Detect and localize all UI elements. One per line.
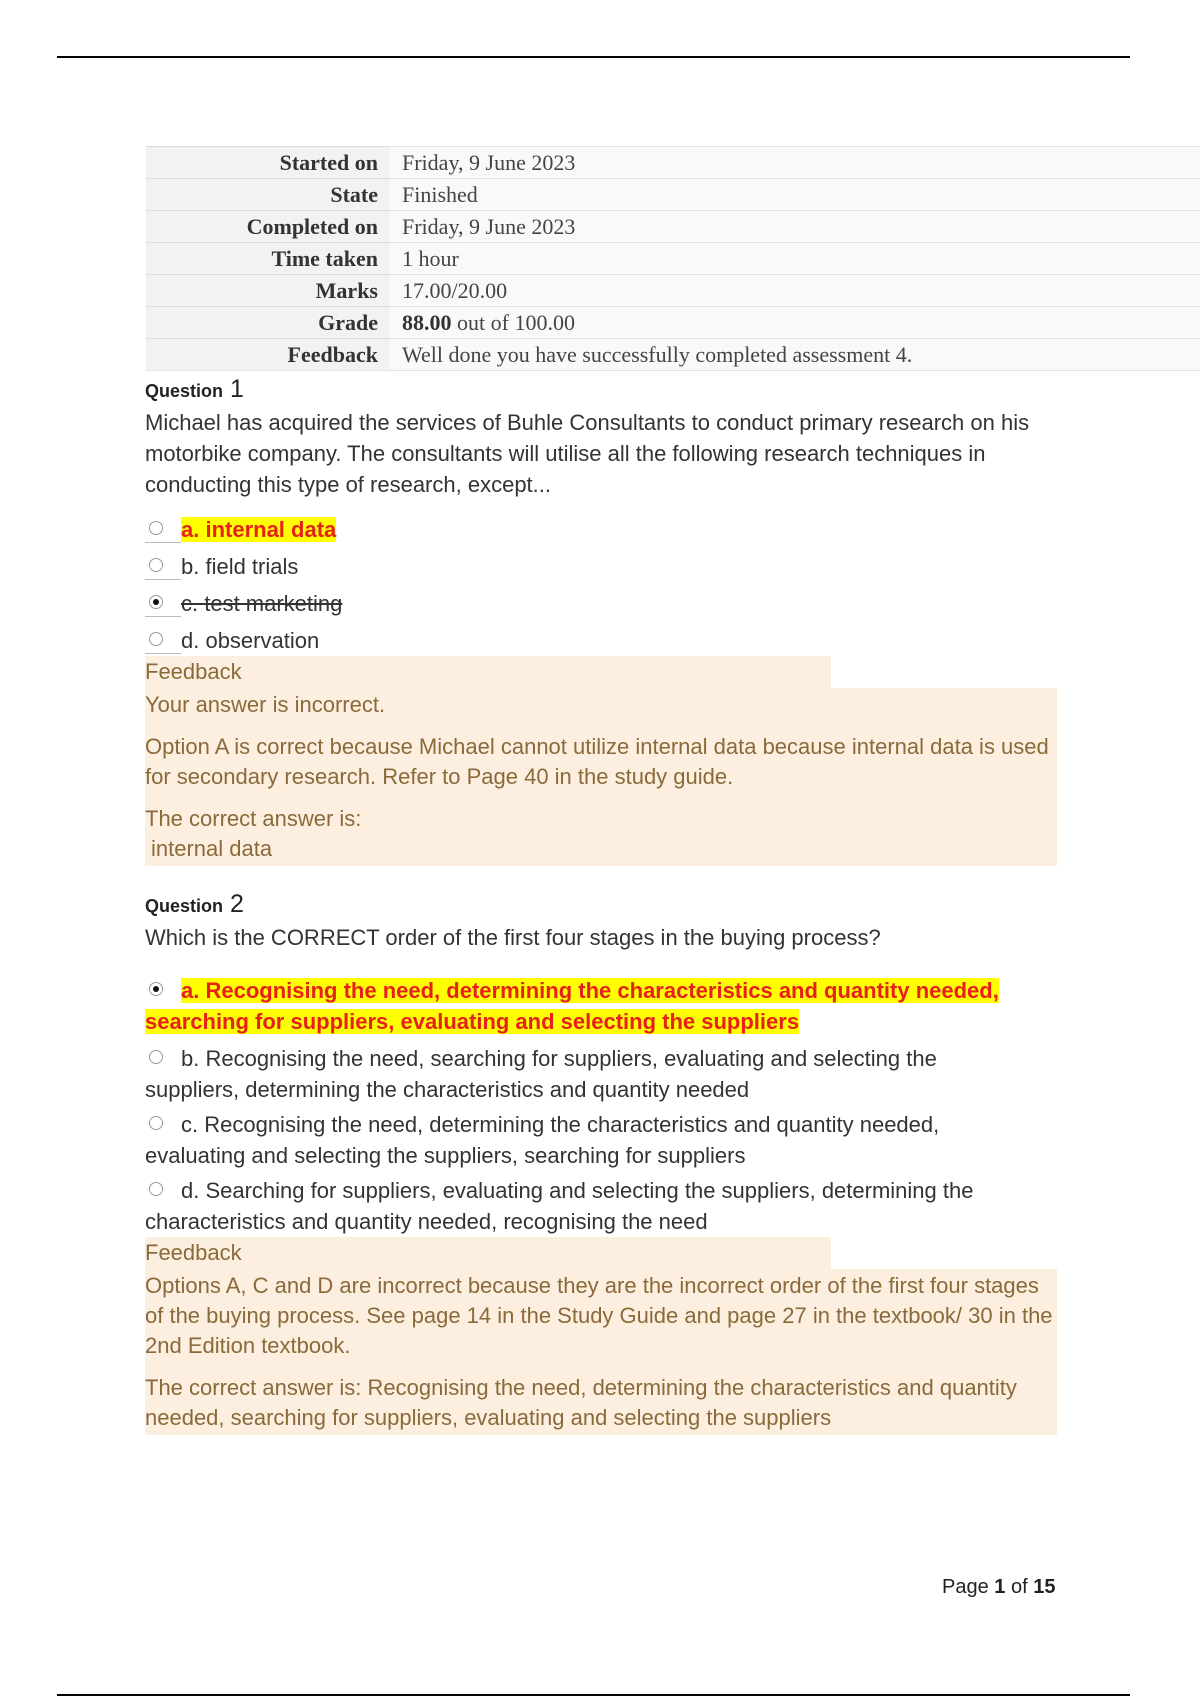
question-label: Question — [145, 896, 224, 916]
option-label: c. Recognising the need, determining the characteristics and quantity needed, evaluating and selecting the suppliers, searching for suppliers — [145, 1112, 940, 1168]
answer-option-c[interactable] — [145, 1109, 1025, 1171]
option-underline — [145, 616, 181, 617]
bottom-rule — [57, 1694, 1130, 1696]
answer-option-c[interactable] — [145, 588, 1065, 619]
question-1 — [145, 376, 1065, 866]
radio-button[interactable] — [149, 558, 163, 572]
feedback-correct-answer: The correct answer is: Recognising the need, determining the characteristics and quantity needed, searching for suppliers, evaluating and selecting the suppliers — [145, 1375, 1017, 1430]
summary-row-started — [146, 147, 1200, 179]
summary-label: Started on — [146, 147, 390, 179]
answer-option-d[interactable] — [145, 1175, 1035, 1237]
summary-label: Time taken — [146, 243, 390, 275]
of-word: of — [1010, 1576, 1028, 1598]
radio-button-selected[interactable] — [149, 595, 163, 609]
feedback-title: Feedback — [145, 656, 831, 688]
radio-button[interactable] — [149, 1116, 163, 1130]
page-current: 1 — [994, 1576, 1006, 1598]
grade-score: 88.00 — [402, 309, 452, 335]
page-word: Page — [942, 1576, 989, 1598]
question-text: Michael has acquired the services of Buhle Consultants to conduct primary research on his motorbike company. The consultants will utilise all the following research techniques in conducting this type of research, except... — [145, 410, 1030, 497]
option-label: d. observation — [181, 628, 320, 653]
question-number: 2 — [230, 890, 244, 918]
option-label: a. Recognising the need, determining the characteristics and quantity needed, searching for suppliers, evaluating and selecting the suppliers — [145, 978, 999, 1034]
radio-button[interactable] — [149, 632, 163, 646]
feedback-box — [145, 688, 1057, 866]
option-label: b. Recognising the need, searching for suppliers, evaluating and selecting the suppliers, determining the characteristics and quantity needed — [145, 1046, 937, 1102]
question-header — [145, 376, 1065, 404]
question-header — [145, 891, 1065, 919]
summary-value: Well done you have successfully completed assessment 4. — [390, 339, 1200, 371]
page-total: 15 — [1033, 1576, 1056, 1598]
summary-row-completed — [146, 211, 1200, 243]
option-label: d. Searching for suppliers, evaluating and selecting the suppliers, determining the characteristics and quantity needed, recognising the need — [145, 1178, 974, 1234]
option-underline — [145, 579, 181, 580]
summary-row-feedback — [146, 339, 1200, 371]
feedback-correct-label: The correct answer is: — [145, 806, 362, 831]
summary-value: Friday, 9 June 2023 — [390, 147, 1200, 179]
answer-option-b[interactable] — [145, 551, 1065, 582]
answer-option-b[interactable] — [145, 1043, 1025, 1105]
summary-row-time-taken — [146, 243, 1200, 275]
grade-out-of: out of 100.00 — [451, 309, 575, 335]
option-underline — [145, 653, 181, 654]
summary-value: 17.00/20.00 — [390, 275, 1200, 307]
summary-label: Completed on — [146, 211, 390, 243]
option-label: a. internal data — [181, 517, 337, 542]
summary-label: Marks — [146, 275, 390, 307]
feedback-title: Feedback — [145, 1237, 831, 1269]
feedback-text: Option A is correct because Michael cannot utilize internal data because internal data is used for secondary research. Refer to Page 40 in the study guide. — [145, 734, 1049, 789]
question-2 — [145, 891, 1065, 1435]
question-text: Which is the CORRECT order of the first four stages in the buying process? — [145, 925, 881, 950]
summary-row-marks — [146, 275, 1200, 307]
option-label: c. test marketing — [181, 591, 343, 616]
radio-button[interactable] — [149, 1182, 163, 1196]
top-rule — [57, 56, 1130, 58]
feedback-box — [145, 1269, 1057, 1435]
summary-value: 1 hour — [390, 243, 1200, 275]
answer-option-a[interactable] — [145, 975, 1045, 1037]
feedback-text: Options A, C and D are incorrect because they are the incorrect order of the first four stages of the buying process. See page 14 in the Study Guide and page 27 in the textbook/ 30 in the 2nd Edition textbook. — [145, 1273, 1053, 1358]
summary-row-grade — [146, 307, 1200, 339]
summary-label: State — [146, 179, 390, 211]
question-number: 1 — [230, 375, 244, 403]
attempt-summary-table — [146, 146, 1200, 371]
feedback-correct-answer: internal data — [151, 836, 273, 861]
option-underline — [145, 542, 181, 543]
summary-value: Friday, 9 June 2023 — [390, 211, 1200, 243]
feedback-text: Your answer is incorrect. — [145, 692, 386, 717]
answer-option-a[interactable] — [145, 514, 1065, 545]
option-label: b. field trials — [181, 554, 299, 579]
summary-value: Finished — [390, 179, 1200, 211]
answer-option-d[interactable] — [145, 625, 1065, 656]
question-label: Question — [145, 381, 224, 401]
summary-label: Grade — [146, 307, 390, 339]
radio-button-selected[interactable] — [149, 982, 163, 996]
summary-value — [390, 307, 1200, 339]
summary-label: Feedback — [146, 339, 390, 371]
radio-button[interactable] — [149, 521, 163, 535]
summary-row-state — [146, 179, 1200, 211]
radio-button[interactable] — [149, 1050, 163, 1064]
page-number — [942, 1576, 1055, 1599]
